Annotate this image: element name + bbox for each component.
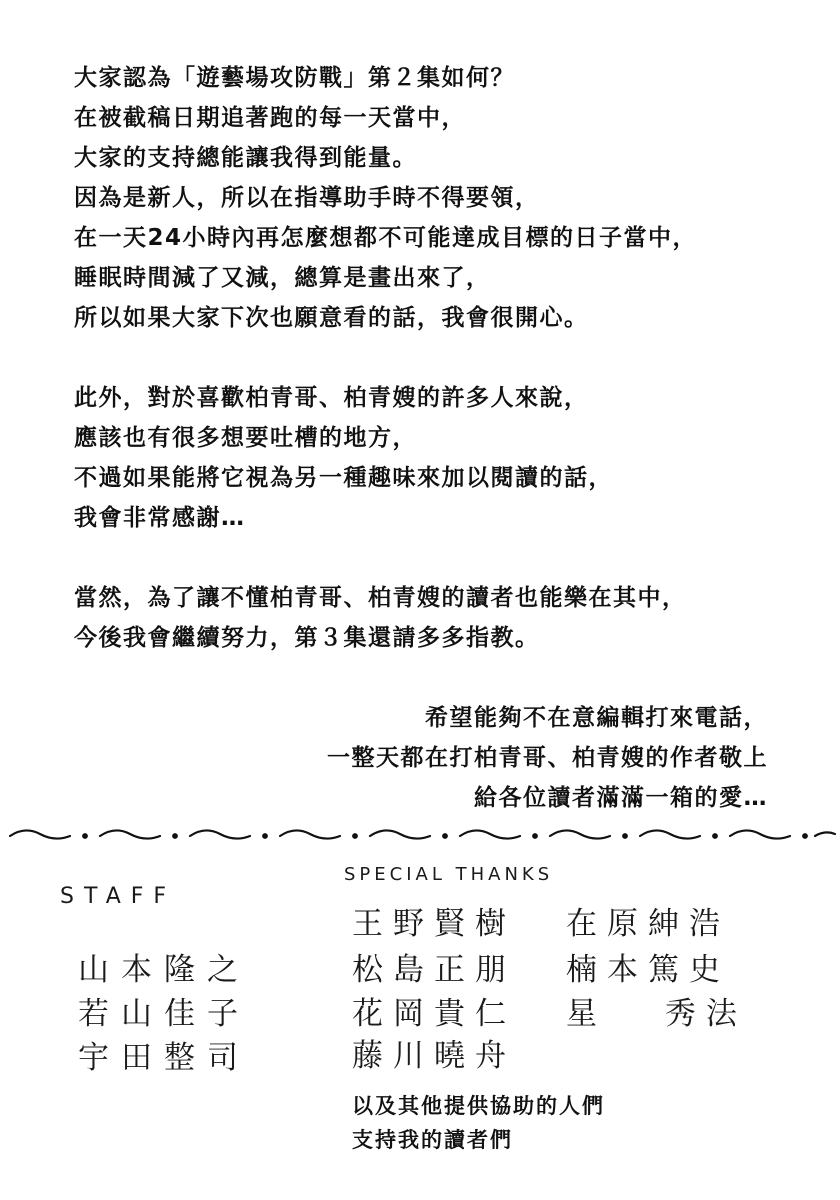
wave-segment: [10, 830, 70, 838]
wave-segment: [370, 830, 430, 838]
text-line: 在被截稿日期追著跑的每一天當中，: [74, 105, 466, 131]
text-line: 大家認為「遊藝場攻防戰」第２集如何？: [74, 65, 515, 91]
afterword-paragraph-2: [74, 378, 613, 538]
footer-line: 以及其他提供協助的人們: [352, 1094, 605, 1118]
divider-dot: [533, 834, 537, 838]
wavy-divider: [0, 822, 840, 862]
divider-dot: [443, 834, 447, 838]
staff-name: 山本隆之: [78, 952, 250, 988]
thanks-name: 松島正朋: [352, 952, 516, 988]
wave-segment: [460, 830, 520, 838]
staff-name: 若山佳子: [78, 996, 250, 1032]
divider-dot: [353, 834, 357, 838]
divider-dot: [83, 834, 87, 838]
text-line: 此外，對於喜歡柏青哥、柏青嫂的許多人來說，: [74, 385, 589, 411]
divider-dot: [623, 834, 627, 838]
signature-line: 給各位讀者滿滿一箱的愛…: [474, 785, 768, 811]
thanks-name: 花岡貴仁: [352, 996, 516, 1032]
special-thanks-heading: SPECIAL THANKS: [344, 864, 554, 885]
footer-line: 支持我的讀者們: [352, 1128, 513, 1152]
thanks-name: 王野賢樹: [352, 906, 516, 942]
text-line: 我會非常感謝…: [74, 505, 246, 531]
text-line: 大家的支持總能讓我得到能量。: [74, 145, 417, 171]
divider-dot: [803, 834, 807, 838]
thanks-name: 藤川曉舟: [352, 1038, 516, 1074]
text-line: 睡眠時間減了又減，總算是畫出來了，: [74, 265, 491, 291]
text-line: 因為是新人，所以在指導助手時不得要領，: [74, 185, 540, 211]
wave-segment: [730, 830, 790, 838]
text-line: 所以如果大家下次也願意看的話，我會很開心。: [74, 305, 589, 331]
thanks-name: 在原紳浩: [566, 906, 730, 942]
wave-segment: [100, 830, 160, 838]
staff-heading: STAFF: [60, 884, 177, 909]
author-signature: [327, 698, 768, 818]
afterword-paragraph-1: [74, 58, 697, 338]
signature-line: 希望能夠不在意編輯打來電話，: [425, 705, 768, 731]
wave-segment: [640, 830, 700, 838]
wave-segment: [190, 830, 250, 838]
wave-segment: [815, 832, 835, 836]
text-line: 今後我會繼續努力，第３集還請多多指教。: [74, 625, 540, 651]
wave-segment: [280, 830, 340, 838]
divider-dot: [263, 834, 267, 838]
text-line: 不過如果能將它視為另一種趣味來加以閱讀的話，: [74, 465, 613, 491]
staff-name: 宇田整司: [78, 1040, 250, 1076]
divider-dot: [173, 834, 177, 838]
text-line: 當然，為了讓不懂柏青哥、柏青嫂的讀者也能樂在其中，: [74, 585, 687, 611]
divider-dot: [713, 834, 717, 838]
afterword-paragraph-3: [74, 578, 687, 658]
text-line: 應該也有很多想要吐槽的地方，: [74, 425, 417, 451]
thanks-name: 星 秀法: [566, 996, 747, 1032]
wave-segment: [550, 830, 610, 838]
thanks-name: 楠本篤史: [566, 952, 730, 988]
signature-line: 一整天都在打柏青哥、柏青嫂的作者敬上: [327, 745, 768, 771]
text-line: 在一天24小時內再怎麼想都不可能達成目標的日子當中，: [74, 225, 698, 251]
